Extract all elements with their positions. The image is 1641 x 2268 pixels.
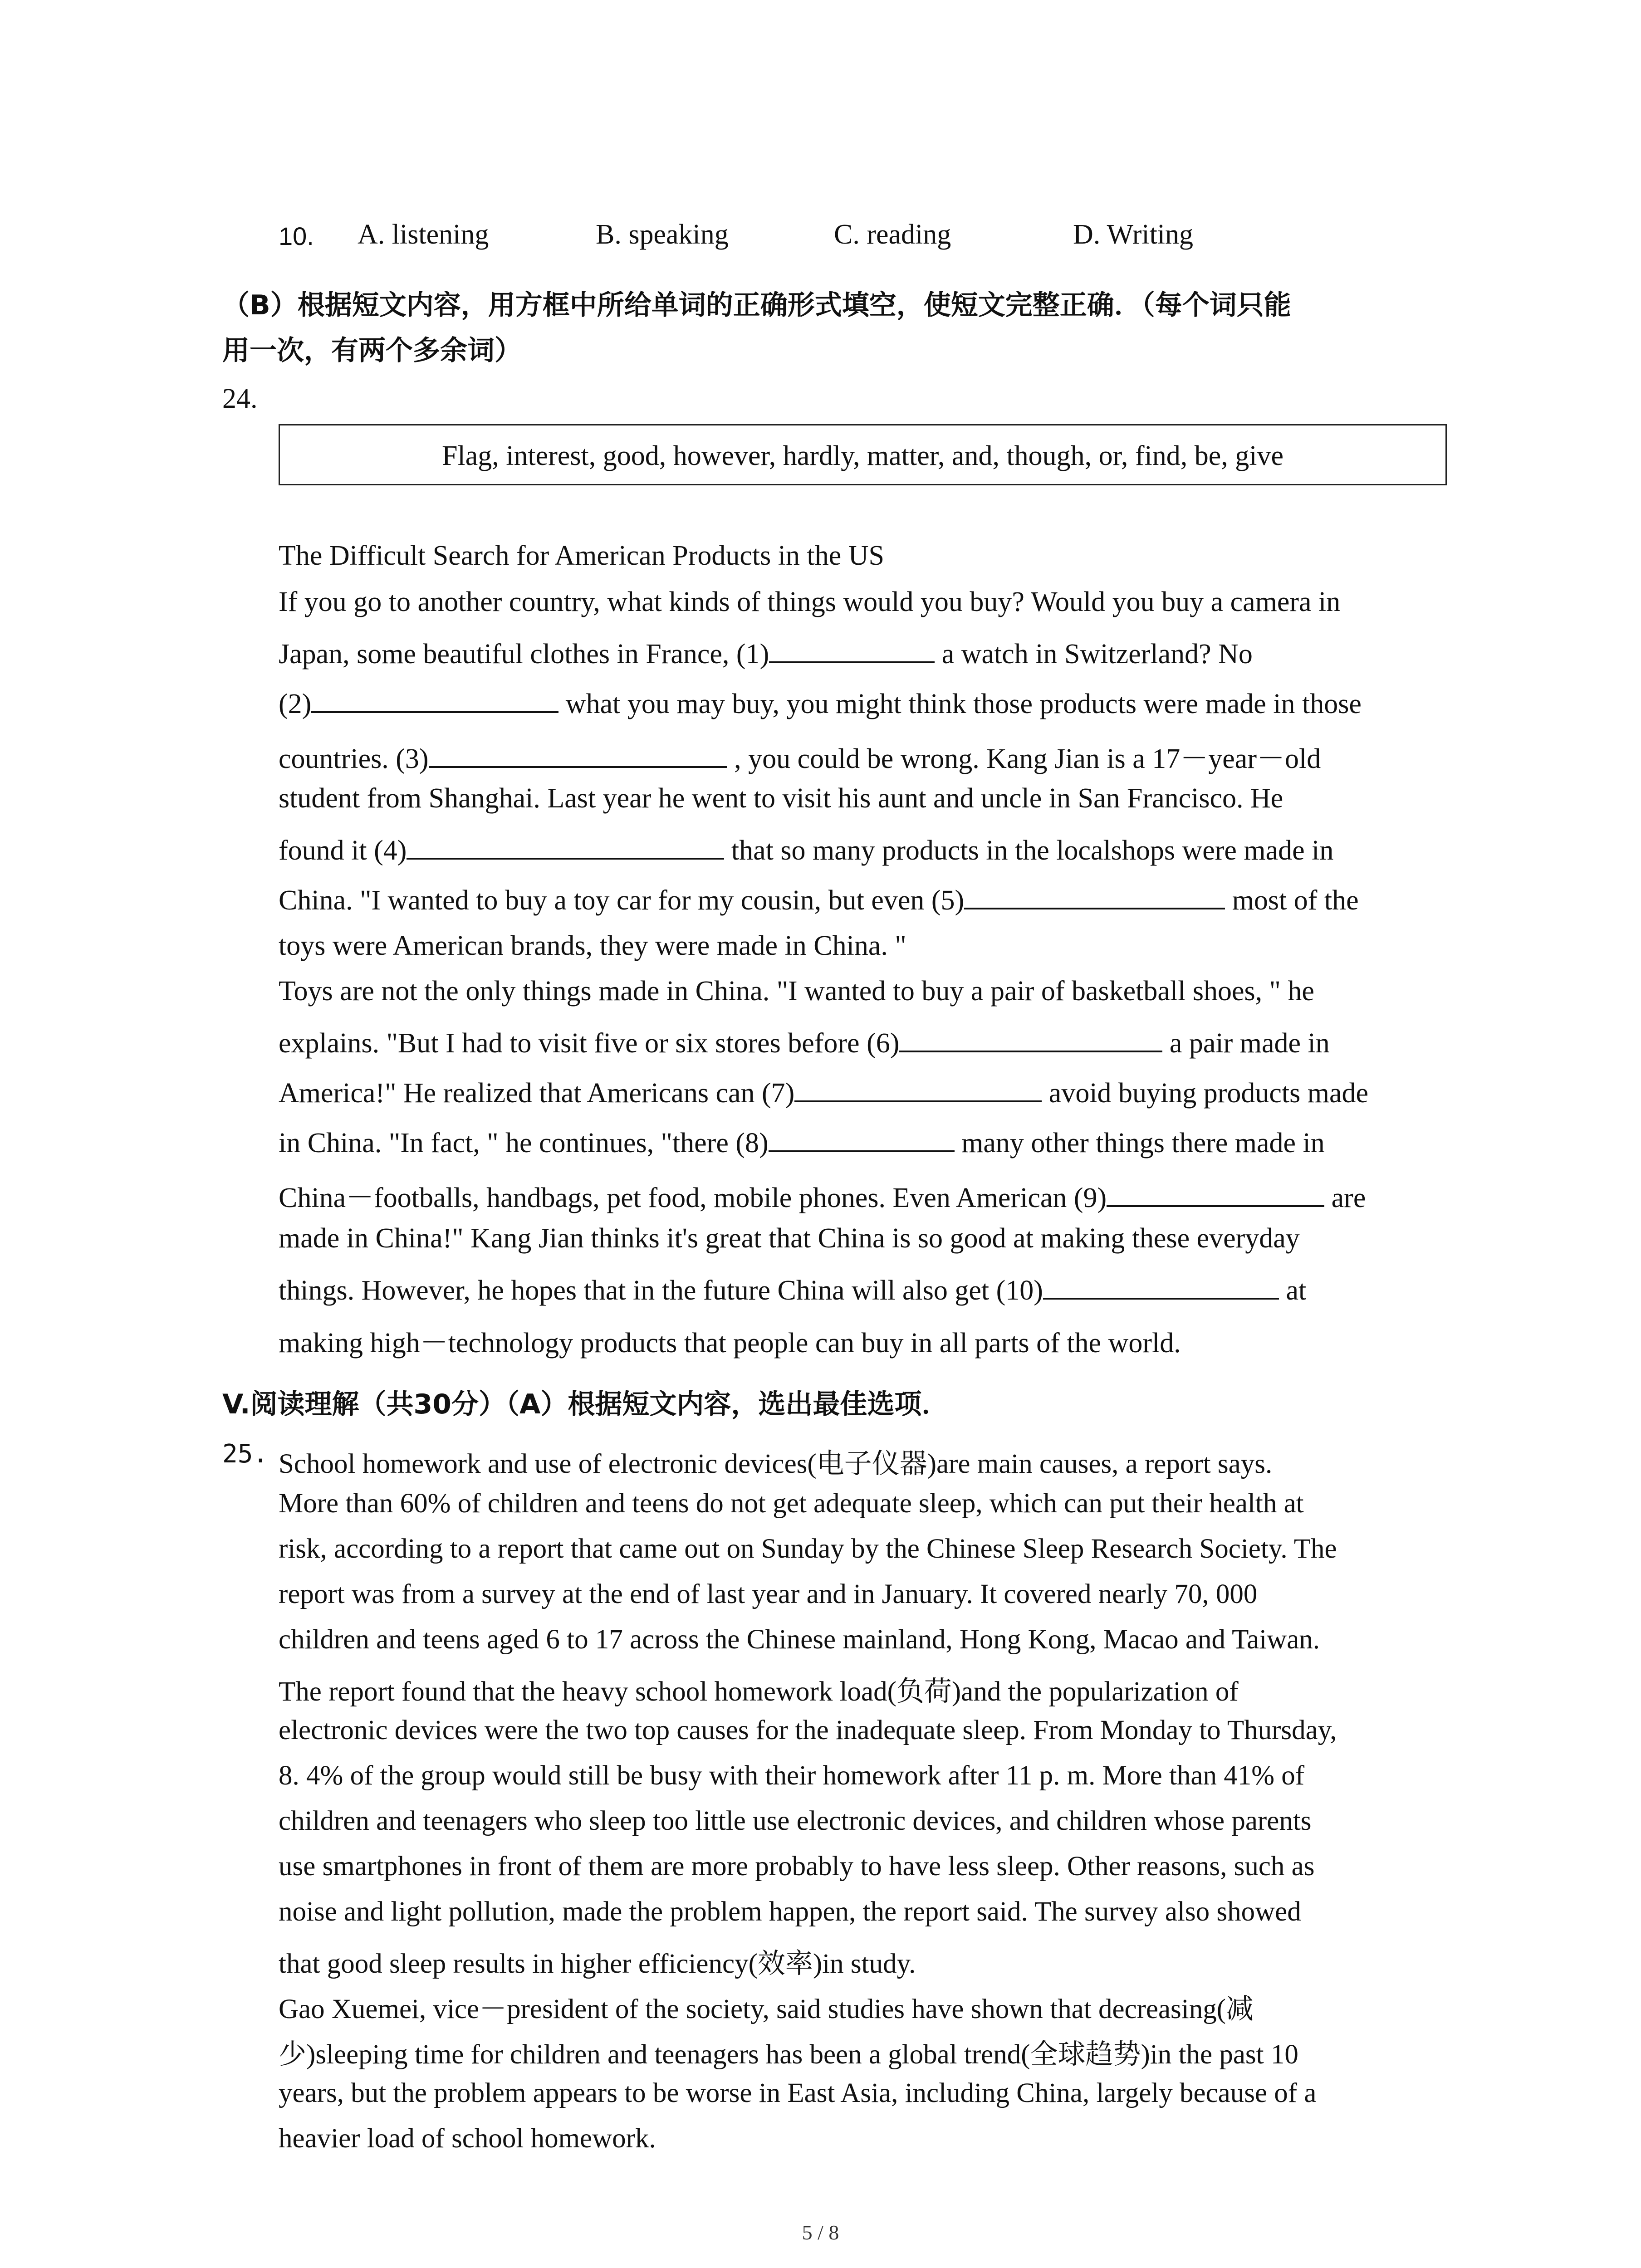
reading-line: heavier load of school homework. <box>279 2123 656 2154</box>
reading-line: School homework and use of electronic devices(电子仪器)are main causes, a report says. <box>279 1449 1273 1479</box>
reading-line: Gao Xuemei, vice－president of the society, said studies have shown that decreasing(减 <box>279 1994 1254 2024</box>
passage-line: making high－technology products that people can buy in all parts of the world. <box>279 1328 1181 1359</box>
reading-line: report was from a survey at the end of last year and in January. It covered nearly 70, 000 <box>279 1579 1258 1609</box>
passage-line: America!" He realized that Americans can (7) avoid buying products made <box>279 1075 1368 1110</box>
page-number: 5 / 8 <box>802 2221 839 2244</box>
reading-line: children and teenagers who sleep too little use electronic devices, and children whose parents <box>279 1806 1312 1836</box>
passage-line: in China. "In fact, " he continues, "there (8) many other things there made in <box>279 1125 1325 1159</box>
blank-2[interactable] <box>311 686 558 713</box>
blank-10[interactable] <box>1043 1272 1279 1300</box>
section-v-heading: V.阅读理解（共30分）（A）根据短文内容，选出最佳选项． <box>222 1388 949 1420</box>
reading-line: use smartphones in front of them are more probably to have less sleep. Other reasons, such as <box>279 1851 1315 1882</box>
q10-option-b: B. speaking <box>596 219 729 250</box>
section-b-instruction-line2: 用一次，有两个多余词） <box>222 335 522 367</box>
passage-line: made in China!" Kang Jian thinks it's great that China is so good at making these everyday <box>279 1223 1300 1254</box>
passage-line: countries. (3) , you could be wrong. Kang Jian is a 17－year－old <box>279 736 1321 776</box>
blank-1[interactable] <box>769 636 935 663</box>
word-box: Flag, interest, good, however, hardly, matter, and, though, or, find, be, give <box>279 424 1447 485</box>
passage-line: Toys are not the only things made in China. "I wanted to buy a pair of basketball shoes, " he <box>279 976 1314 1007</box>
blank-4[interactable] <box>407 832 724 860</box>
reading-line: that good sleep results in higher efficiency(效率)in study. <box>279 1949 916 1979</box>
passage-line: China－footballs, handbags, pet food, mobile phones. Even American (9) are <box>279 1175 1366 1215</box>
blank-3[interactable] <box>429 741 727 768</box>
passage-line: Japan, some beautiful clothes in France, (1) a watch in Switzerland? No <box>279 636 1253 670</box>
passage-line: found it (4) that so many products in the localshops were made in <box>279 832 1333 867</box>
blank-7[interactable] <box>794 1075 1042 1102</box>
q10-option-c: C. reading <box>834 219 951 250</box>
blank-5[interactable] <box>964 882 1225 909</box>
question-10-number: 10. <box>279 222 314 250</box>
passage-line: student from Shanghai. Last year he went to visit his aunt and uncle in San Francisco. He <box>279 783 1283 814</box>
reading-line: years, but the problem appears to be worse in East Asia, including China, largely because of a <box>279 2078 1317 2108</box>
question-24-number: 24. <box>222 383 258 414</box>
passage-line: things. However, he hopes that in the future China will also get (10) at <box>279 1272 1306 1307</box>
passage-line: China. "I wanted to buy a toy car for my cousin, but even (5) most of the <box>279 882 1359 917</box>
q10-option-a: A. listening <box>358 219 489 250</box>
reading-line: 8. 4% of the group would still be busy with their homework after 11 p. m. More than 41% of <box>279 1760 1305 1791</box>
reading-line: The report found that the heavy school homework load(负荷)and the popularization of <box>279 1677 1239 1707</box>
blank-8[interactable] <box>769 1125 955 1152</box>
passage-title: The Difficult Search for American Products in the US <box>279 540 884 571</box>
question-25-number: 25. <box>222 1439 269 1469</box>
passage-line: toys were American brands, they were made in China. " <box>279 930 906 961</box>
q10-option-d: D. Writing <box>1073 219 1194 250</box>
reading-line: risk, according to a report that came out on Sunday by the Chinese Sleep Research Society. The <box>279 1534 1337 1564</box>
reading-line: children and teens aged 6 to 17 across the Chinese mainland, Hong Kong, Macao and Taiwan. <box>279 1624 1320 1655</box>
reading-line: electronic devices were the two top causes for the inadequate sleep. From Monday to Thursday, <box>279 1715 1337 1745</box>
reading-line: 少)sleeping time for children and teenagers has been a global trend(全球趋势)in the past 10 <box>279 2039 1298 2070</box>
blank-6[interactable] <box>899 1025 1162 1052</box>
reading-line: More than 60% of children and teens do not get adequate sleep, which can put their health at <box>279 1488 1304 1519</box>
reading-line: noise and light pollution, made the problem happen, the report said. The survey also showed <box>279 1897 1301 1927</box>
passage-line: explains. "But I had to visit five or six stores before (6) a pair made in <box>279 1025 1330 1060</box>
blank-9[interactable] <box>1107 1180 1324 1207</box>
section-b-instruction-line1: （B）根据短文内容，用方框中所给单词的正确形式填空，使短文完整正确．（每个词只能 <box>222 289 1291 321</box>
passage-line: If you go to another country, what kinds of things would you buy? Would you buy a camera in <box>279 587 1341 617</box>
passage-line: (2) what you may buy, you might think those products were made in those <box>279 686 1362 720</box>
